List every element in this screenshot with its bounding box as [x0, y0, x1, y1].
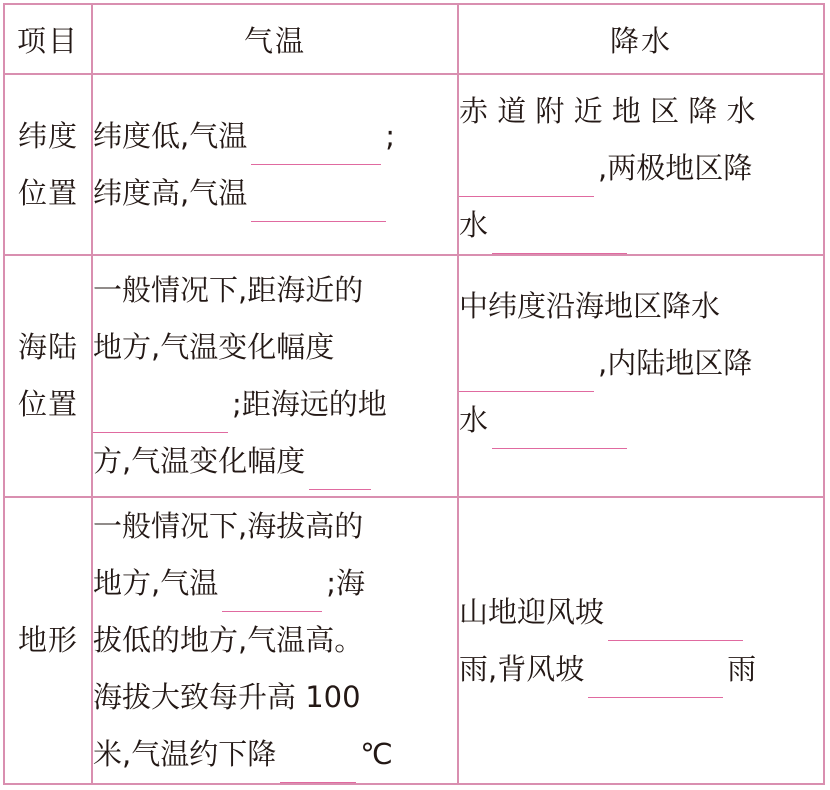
temperature-cell-land-sea	[92, 255, 458, 497]
header-precipitation: 降水	[458, 4, 824, 74]
text-line	[93, 555, 457, 612]
text: 地方,气温	[93, 566, 219, 600]
text-line	[459, 641, 823, 698]
text: ℃	[360, 737, 393, 771]
table-row-land-sea	[4, 255, 824, 497]
row-label-terrain	[4, 497, 92, 784]
fill-blank[interactable]	[280, 752, 356, 783]
text: 雨,背风坡	[459, 651, 585, 686]
temperature-cell-latitude	[92, 74, 458, 255]
text-line: 一般情况下,距海近的	[93, 273, 364, 307]
text-line: 海拔大致每升高 100	[93, 680, 361, 714]
header-row	[4, 4, 824, 74]
precipitation-cell-land-sea	[458, 255, 824, 497]
climate-factors-table	[3, 3, 825, 785]
text-line	[93, 165, 457, 222]
text: 米,气温约下降	[93, 737, 277, 771]
text-line	[459, 392, 823, 449]
text-line	[93, 376, 457, 433]
fill-blank[interactable]	[588, 666, 723, 697]
fill-blank[interactable]	[251, 133, 381, 164]
text-line	[459, 584, 823, 641]
row-label-latitude	[4, 74, 92, 255]
text: ,内陆地区降	[598, 346, 753, 380]
text-line: 地方,气温变化幅度	[93, 330, 335, 364]
text: 纬度高,气温	[93, 175, 248, 210]
precipitation-cell-terrain	[458, 497, 824, 784]
fill-blank[interactable]	[459, 361, 594, 392]
text-line	[459, 197, 823, 254]
row-label-line: 纬度	[17, 118, 78, 153]
table-row-terrain	[4, 497, 824, 784]
text-line	[93, 726, 457, 783]
text-line: 赤 道 附 近 地 区 降 水	[459, 94, 756, 128]
fill-blank[interactable]	[251, 190, 386, 221]
text-line: 一般情况下,海拔高的	[93, 509, 364, 543]
text: 水	[459, 208, 489, 242]
fill-blank[interactable]	[459, 166, 594, 197]
text-line	[93, 108, 457, 165]
text: ;海	[326, 566, 365, 600]
text-line	[459, 140, 823, 197]
text-line	[459, 335, 823, 392]
fill-blank[interactable]	[93, 402, 228, 433]
row-label-line: 位置	[17, 387, 78, 421]
text: 方,气温变化幅度	[93, 444, 306, 478]
table-row-latitude	[4, 74, 824, 255]
row-label-line: 位置	[17, 175, 78, 210]
text: 雨	[727, 651, 757, 686]
precipitation-cell-latitude	[458, 74, 824, 255]
text-line: 拔低的地方,气温高。	[93, 623, 364, 657]
temperature-cell-terrain	[92, 497, 458, 784]
text: 纬度低,气温	[93, 118, 248, 153]
text: 山地迎风坡	[459, 594, 605, 629]
text-line	[93, 433, 457, 490]
header-temperature: 气温	[92, 4, 458, 74]
fill-blank[interactable]	[492, 223, 627, 254]
fill-blank[interactable]	[222, 581, 322, 612]
fill-blank[interactable]	[608, 609, 743, 640]
row-label-line: 海陆	[17, 330, 78, 364]
text: ,两极地区降	[598, 151, 753, 185]
text-line: 中纬度沿海地区降水	[459, 289, 721, 323]
text: 水	[459, 403, 489, 437]
header-item: 项目	[4, 4, 92, 74]
fill-blank[interactable]	[309, 459, 371, 490]
text: ;距海远的地	[232, 387, 387, 421]
row-label-line: 地形	[17, 623, 78, 657]
row-label-land-sea	[4, 255, 92, 497]
text: ;	[385, 118, 395, 153]
fill-blank[interactable]	[492, 418, 627, 449]
